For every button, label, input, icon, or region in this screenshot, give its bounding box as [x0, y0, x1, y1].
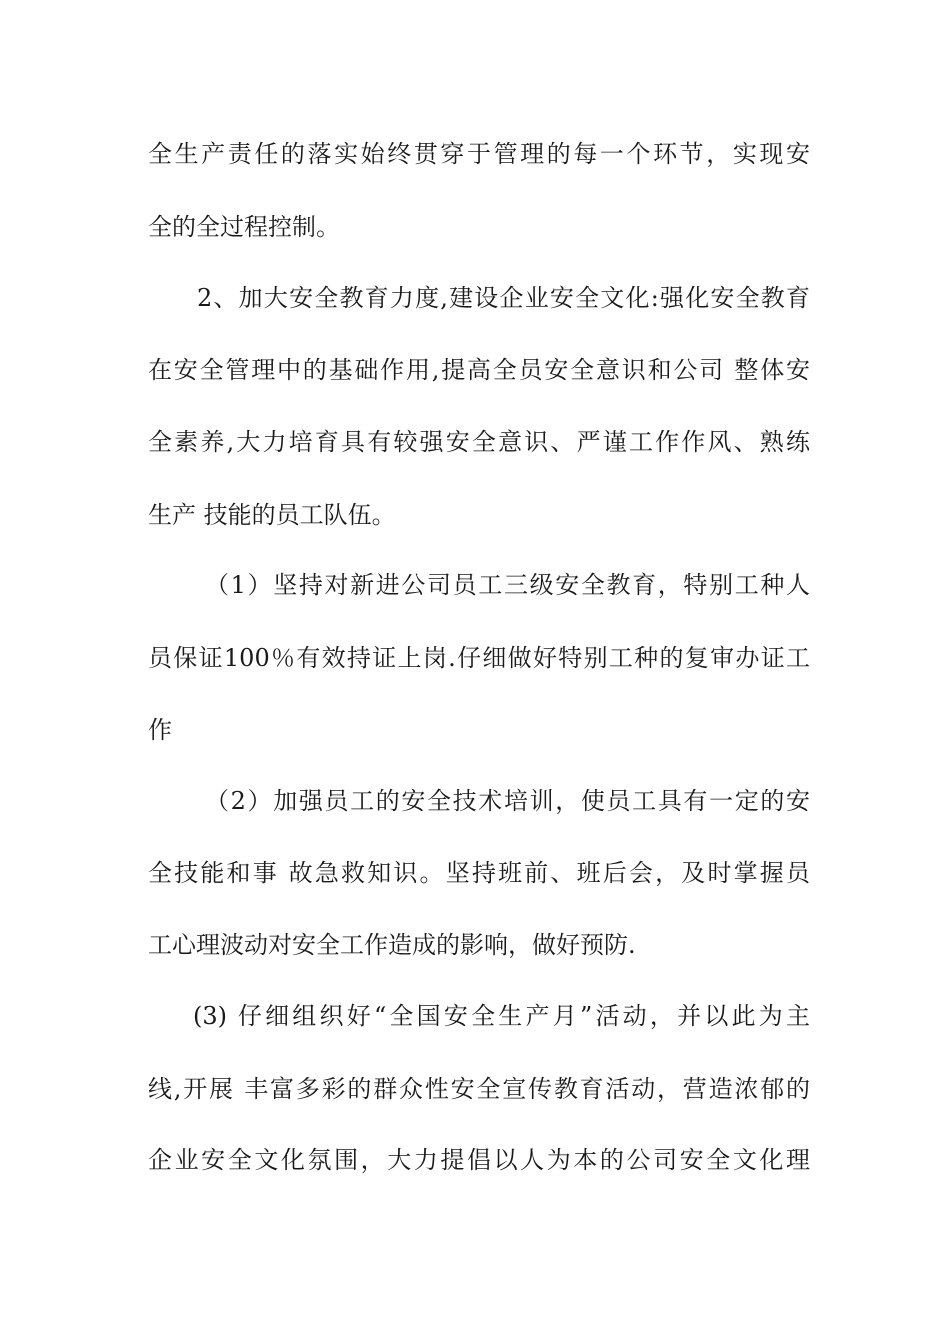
- text-line: 全素养,大力培育具有较强安全意识、严谨工作作风、熟练: [148, 428, 810, 456]
- list-item: (3) 仔细组织好“全国安全生产月”活动，并以此为主: [193, 1002, 810, 1030]
- text-line: 企业安全文化氛围，大力提倡以人为本的公司安全文化理: [148, 1146, 810, 1174]
- text-line: 在安全管理中的基础作用,提高全员安全意识和公司 整体安: [148, 356, 810, 384]
- text-line: 线,开展 丰富多彩的群众性安全宣传教育活动，营造浓郁的: [148, 1075, 810, 1103]
- text-line: 作: [148, 716, 172, 744]
- text-line: 生产 技能的员工队伍。: [148, 501, 396, 529]
- text-line: 全生产责任的落实始终贯穿于管理的每一个环节，实现安: [148, 140, 810, 168]
- text-line: 全的全过程控制。: [148, 213, 340, 241]
- text-line: 全技能和事 故急救知识。坚持班前、班后会，及时掌握员: [148, 859, 810, 887]
- list-item: （2）加强员工的安全技术培训，使员工具有一定的安: [205, 787, 810, 815]
- list-item: （1）坚持对新进公司员工三级安全教育，特别工种人: [205, 571, 810, 599]
- paragraph-heading: 2、加大安全教育力度,建设企业安全文化:强化安全教育: [197, 284, 810, 312]
- text-line: 工心理波动对安全工作造成的影响，做好预防.: [148, 931, 636, 959]
- text-line: 员保证100％有效持证上岗.仔细做好特别工种的复审办证工: [148, 644, 810, 672]
